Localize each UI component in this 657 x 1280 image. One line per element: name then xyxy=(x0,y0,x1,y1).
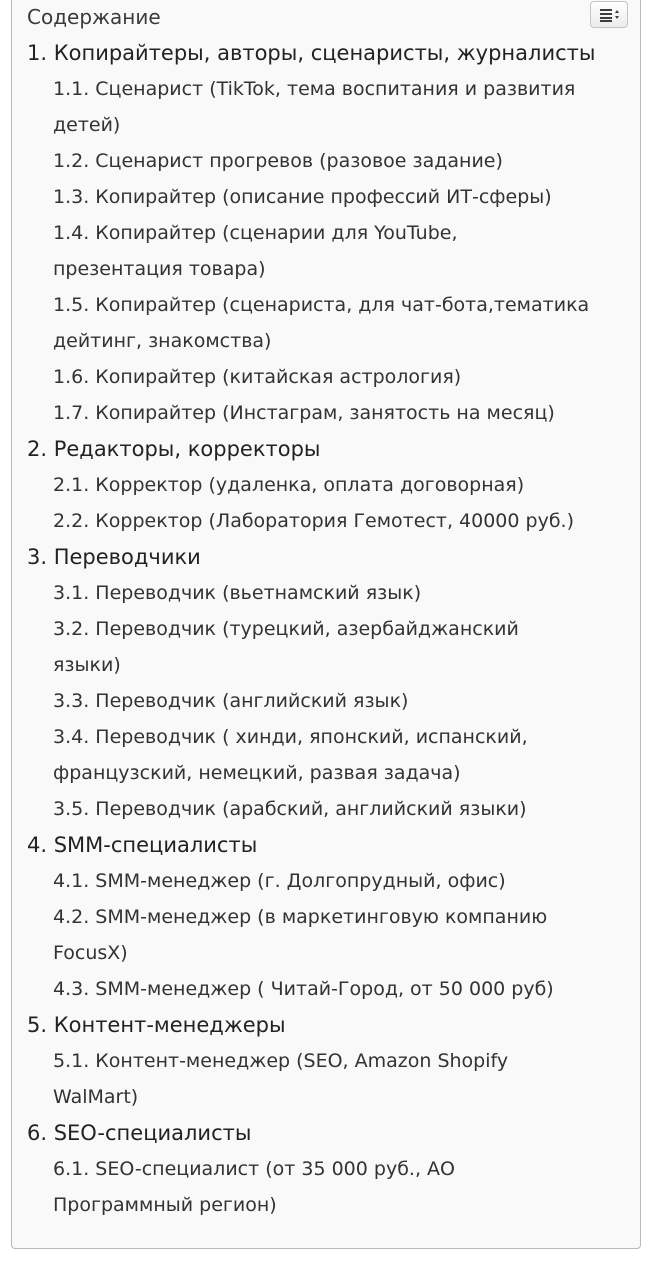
toc-subsection-link[interactable] xyxy=(53,287,632,359)
toc-subsection-text-line: 1.1. Сценарист (TikTok, тема воспитания и развития xyxy=(53,78,576,100)
toc-subsection-text-line: 3.1. Переводчик (вьетнамский язык) xyxy=(53,582,422,604)
toc-subsection-text-line: детей) xyxy=(53,114,121,136)
toc-subsection-text-line: 4.3. SMM-менеджер ( Читай-Город, от 50 000 руб) xyxy=(53,978,554,1000)
toc-section-link[interactable]: 3. Переводчики xyxy=(27,545,201,569)
toc-subsection-text-line: 1.6. Копирайтер (китайская астрология) xyxy=(53,366,462,388)
toc-subsection-link[interactable] xyxy=(53,503,632,539)
toc-subsection-link[interactable] xyxy=(53,611,632,683)
list-toggle-icon xyxy=(600,8,620,22)
toc-subsection-text-line: 3.5. Переводчик (арабский, английский языки) xyxy=(53,798,527,820)
toc-subsection-text-line: французский, немецкий, развая задача) xyxy=(53,762,461,784)
toc-subsection-1-1 xyxy=(12,71,640,143)
toc-subsection-text-line: 5.1. Контент-менеджер (SEO, Amazon Shopify xyxy=(53,1050,509,1072)
toc-subsection-1-2 xyxy=(12,143,640,179)
toc-subsection-link[interactable] xyxy=(53,863,632,899)
toc-subsection-link[interactable] xyxy=(53,1043,632,1115)
toc-section-link[interactable]: 2. Редакторы, корректоры xyxy=(27,437,321,461)
toc-subsection-1-4 xyxy=(12,215,640,287)
toc-subsection-text-line: 3.3. Переводчик (английский язык) xyxy=(53,690,409,712)
toc-subsection-text-line: Программный регион) xyxy=(53,1194,277,1216)
toc-subsection-3-2 xyxy=(12,611,640,683)
toc-subsection-1-5 xyxy=(12,287,640,359)
toc-subsection-link[interactable] xyxy=(53,719,632,791)
toc-subsection-text-line: 2.2. Корректор (Лаборатория Гемотест, 40000 руб.) xyxy=(53,510,574,532)
toc-subsection-1-7 xyxy=(12,395,640,431)
toc-section-6 xyxy=(12,1115,640,1151)
toc-subsection-1-6 xyxy=(12,359,640,395)
table-of-contents xyxy=(11,0,641,1249)
toc-subsection-text-line: 1.5. Копирайтер (сценариста, для чат-бота,тематика xyxy=(53,294,590,316)
toc-subsection-link[interactable] xyxy=(53,971,632,1007)
toc-subsection-link[interactable] xyxy=(53,395,632,431)
toc-subsection-text-line: презентация товара) xyxy=(53,258,266,280)
toc-subsection-4-3 xyxy=(12,971,640,1007)
toc-section-4 xyxy=(12,827,640,863)
toc-subsection-5-1 xyxy=(12,1043,640,1115)
toc-toggle-button[interactable] xyxy=(590,1,628,28)
toc-subsection-text-line: WalMart) xyxy=(53,1086,139,1108)
toc-subsection-link[interactable] xyxy=(53,215,632,287)
toc-subsection-2-2 xyxy=(12,503,640,539)
toc-subsection-text-line: дейтинг, знакомства) xyxy=(53,330,272,352)
toc-title: Содержание xyxy=(27,5,161,29)
toc-subsection-link[interactable] xyxy=(53,71,632,143)
toc-subsection-link[interactable] xyxy=(53,575,632,611)
toc-section-5 xyxy=(12,1007,640,1043)
toc-section-1 xyxy=(12,35,640,71)
toc-subsection-3-1 xyxy=(12,575,640,611)
toc-subsection-4-2 xyxy=(12,899,640,971)
toc-subsection-link[interactable] xyxy=(53,899,632,971)
toc-subsection-text-line: FocusX) xyxy=(53,942,128,964)
toc-subsection-3-4 xyxy=(12,719,640,791)
toc-subsection-text-line: 3.4. Переводчик ( хинди, японский, испанский, xyxy=(53,726,528,748)
toc-subsection-text-line: 1.7. Копирайтер (Инстаграм, занятость на месяц) xyxy=(53,402,555,424)
toc-section-link[interactable]: 4. SMM-специалисты xyxy=(27,833,258,857)
toc-subsection-text-line: языки) xyxy=(53,654,121,676)
toc-subsection-link[interactable] xyxy=(53,467,632,503)
toc-subsection-link[interactable] xyxy=(53,1151,632,1223)
toc-subsection-text-line: 2.1. Корректор (удаленка, оплата договорная) xyxy=(53,474,525,496)
toc-subsection-link[interactable] xyxy=(53,359,632,395)
toc-header xyxy=(12,0,640,35)
toc-list xyxy=(12,35,640,1223)
toc-subsection-text-line: 4.1. SMM-менеджер (г. Долгопрудный, офис) xyxy=(53,870,506,892)
toc-subsection-link[interactable] xyxy=(53,179,632,215)
toc-subsection-text-line: 4.2. SMM-менеджер (в маркетинговую компанию xyxy=(53,906,548,928)
toc-section-link[interactable]: 6. SEO-специалисты xyxy=(27,1121,252,1145)
toc-subsection-text-line: 3.2. Переводчик (турецкий, азербайджанский xyxy=(53,618,519,640)
toc-subsection-text-line: 1.3. Копирайтер (описание профессий ИТ-сферы) xyxy=(53,186,552,208)
toc-subsection-3-3 xyxy=(12,683,640,719)
toc-subsection-text-line: 6.1. SEO-специалист (от 35 000 руб., АО xyxy=(53,1158,455,1180)
toc-subsection-text-line: 1.2. Сценарист прогревов (разовое задание) xyxy=(53,150,503,172)
toc-subsection-link[interactable] xyxy=(53,683,632,719)
toc-section-3 xyxy=(12,539,640,575)
toc-subsection-link[interactable] xyxy=(53,143,632,179)
toc-subsection-1-3 xyxy=(12,179,640,215)
toc-subsection-4-1 xyxy=(12,863,640,899)
toc-subsection-text-line: 1.4. Копирайтер (сценарии для YouTube, xyxy=(53,222,458,244)
toc-section-2 xyxy=(12,431,640,467)
toc-subsection-2-1 xyxy=(12,467,640,503)
toc-section-link[interactable]: 1. Копирайтеры, авторы, сценаристы, журналисты xyxy=(27,41,596,65)
toc-section-link[interactable]: 5. Контент-менеджеры xyxy=(27,1013,286,1037)
toc-subsection-3-5 xyxy=(12,791,640,827)
toc-subsection-link[interactable] xyxy=(53,791,632,827)
toc-subsection-6-1 xyxy=(12,1151,640,1223)
